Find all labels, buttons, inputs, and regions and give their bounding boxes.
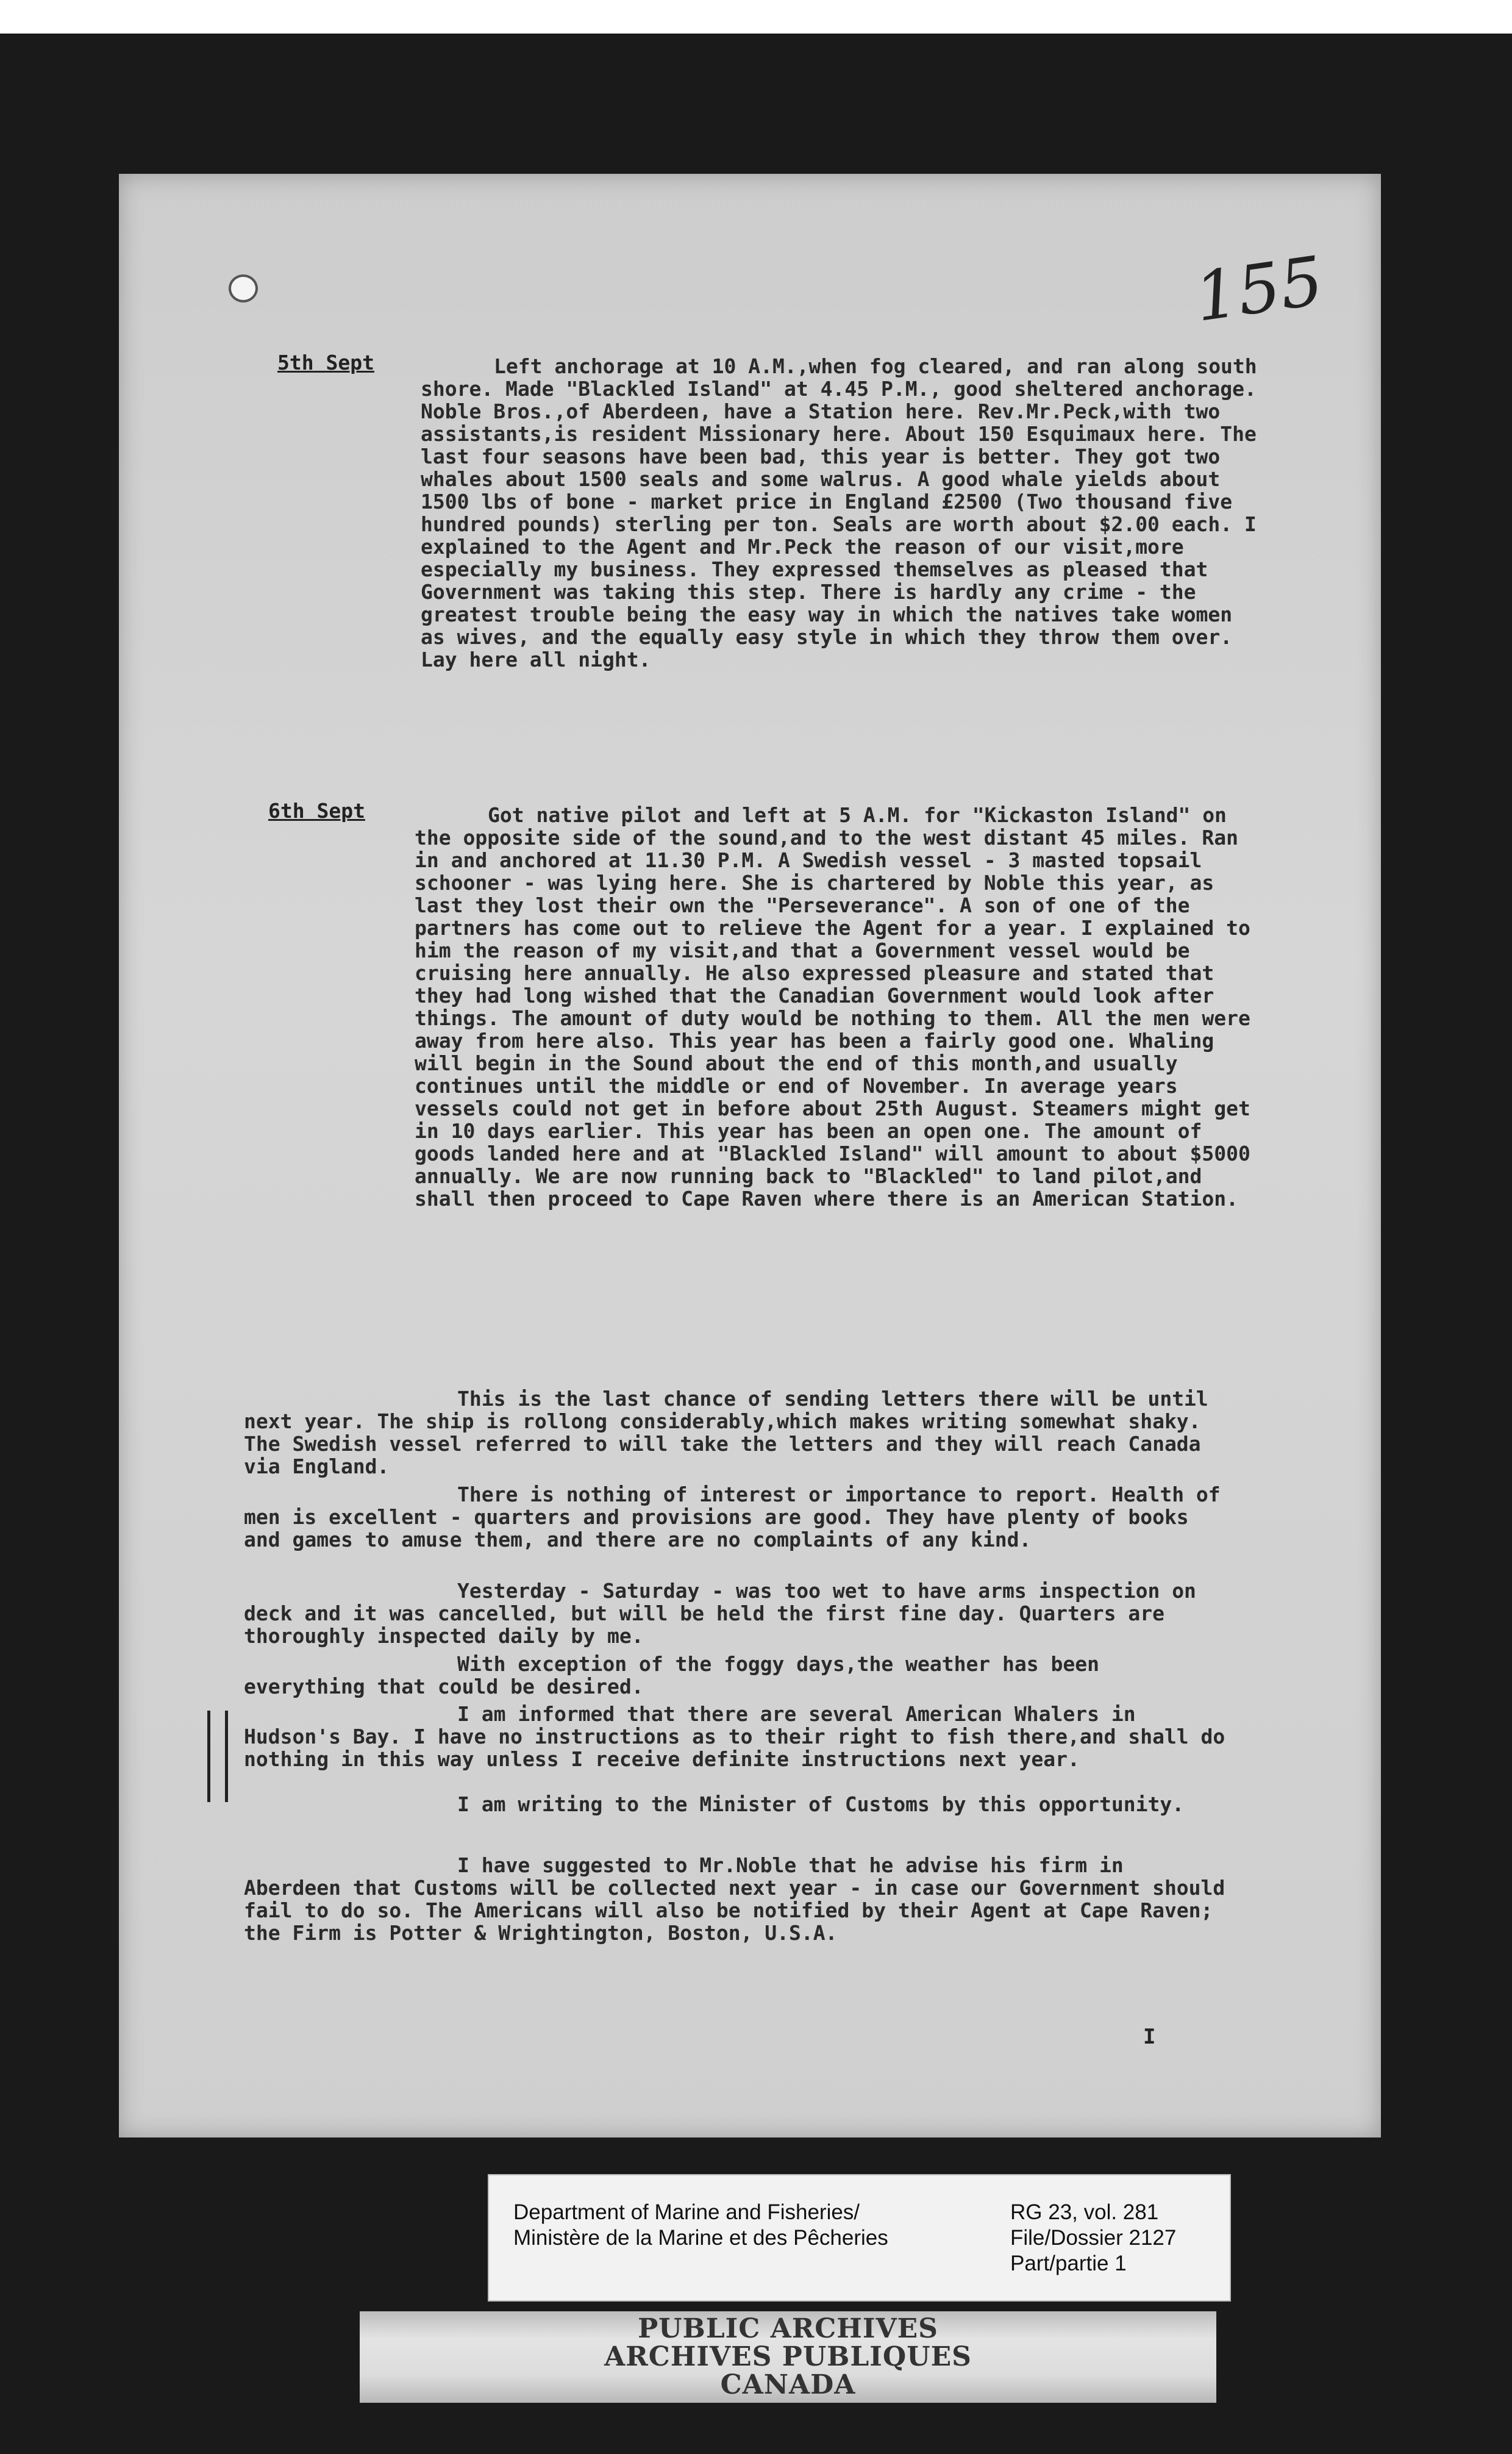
letter-paragraph: I have suggested to Mr.Noble that he advise his firm in Aberdeen that Customs will be collected next year - in case our Government should fail to do so. The Americans will also be notified by their Agent at Cape Raven; the Firm is Potter & Wrightington, Boston, U.S.A.: [244, 1853, 1225, 1945]
stamp-line-archives-publiques: ARCHIVES PUBLIQUES: [604, 2341, 972, 2372]
letter-paragraph: I am informed that there are several American Whalers in Hudson's Bay. I have no instructions as to their right to fish there,and shall do nothing in this way unless I receive definite instructions next year.: [244, 1702, 1225, 1771]
file-number: File/Dossier 2127: [1010, 2226, 1177, 2250]
letter-paragraph: There is nothing of interest or importance to report. Health of men is excellent - quarters and provisions are good. They have plenty of books and games to amuse them, and there are no complaints of any kind.: [244, 1483, 1221, 1551]
letter-paragraph: I am writing to the Minister of Customs by this opportunity.: [457, 1792, 1185, 1816]
letter-paragraph: This is the last chance of sending letters there will be until next year. The ship is rollong considerably,which makes writing somewhat shaky. The Swedish vessel referred to will take the letters and they will reach Canada via England.: [244, 1387, 1208, 1478]
department-en: Department of Marine and Fisheries/: [513, 2200, 860, 2224]
record-group: RG 23, vol. 281: [1010, 2200, 1159, 2224]
part-number: Part/partie 1: [1010, 2252, 1127, 2275]
margin-marking: [207, 1711, 228, 1802]
public-archives-stamp: [360, 2311, 1216, 2403]
page-number: 155: [1190, 241, 1328, 337]
archive-label-card: [488, 2174, 1231, 2302]
entry-text-6th-sept: Got native pilot and left at 5 A.M. for "Kickaston Island" on the opposite side of the sound,and to the west distant 45 miles. Ran in and anchored at 11.30 P.M. A Swedish vessel - 3 masted topsail schooner - was lying here. She is chartered by Noble this year, as last they lost their own the "Perseverance". A son of one of the partners has come out to relieve the Agent for a year. I explained to him the reason of my visit,and that a Government vessel would be cruising here annually. He also expressed pleasure and stated that they had long wished that the Canadian Government would look after things. The amount of duty would be nothing to them. All the men were away from here also. This year has been a fairly good one. Whaling will begin in the Sound about the end of this month,and usually continues until the middle or end of November. In average years vessels could not get in before about 25th August. Steamers might get in 10 days earlier. This year has been an open one. The amount of goods landed here and at "Blackled Island" will amount to about $5000 annually. We are now running back to "Blackled" to land pilot,and shall then proceed to Cape Raven where there is an American Station.: [415, 803, 1250, 1211]
entry-text-5th-sept: Left anchorage at 10 A.M.,when fog cleared, and ran along south shore. Made "Blackled Island" at 4.45 P.M., good sheltered anchorage. Noble Bros.,of Aberdeen, have a Station here. Rev.Mr.Peck,with two assistants,is resident Missionary here. About 150 Esquimaux here. The last four seasons have been bad, this year is better. They got two whales about 1500 seals and some walrus. A good whale yields about 1500 lbs of bone - market price in England £2500 (Two thousand five hundred pounds) sterling per ton. Seals are worth about $2.00 each. I explained to the Agent and Mr.Peck the reason of our visit,more especially my business. They expressed themselves as pleased that Government was taking this step. There is hardly any crime - the greatest trouble being the easy way in which the natives take women as wives, and the equally easy style in which they throw them over. Lay here all night.: [421, 354, 1257, 671]
entry-date-6th-sept: 6th Sept: [268, 799, 365, 823]
stamp-line-public-archives: PUBLIC ARCHIVES: [638, 2313, 938, 2344]
entry-date-5th-sept: 5th Sept: [277, 351, 374, 374]
letter-paragraph: With exception of the foggy days,the weather has been everything that could be desired.: [244, 1652, 1099, 1698]
stamp-line-canada: CANADA: [720, 2369, 856, 2400]
page-end-mark: I: [1143, 2025, 1156, 2049]
department-fr: Ministère de la Marine et des Pêcheries: [513, 2226, 888, 2250]
department-block: [513, 2200, 977, 2251]
reference-block: [1010, 2200, 1218, 2277]
punch-hole: [229, 274, 258, 302]
letter-paragraph: Yesterday - Saturday - was too wet to have arms inspection on deck and it was cancelled, but will be held the first fine day. Quarters are thoroughly inspected daily by me.: [244, 1579, 1196, 1648]
